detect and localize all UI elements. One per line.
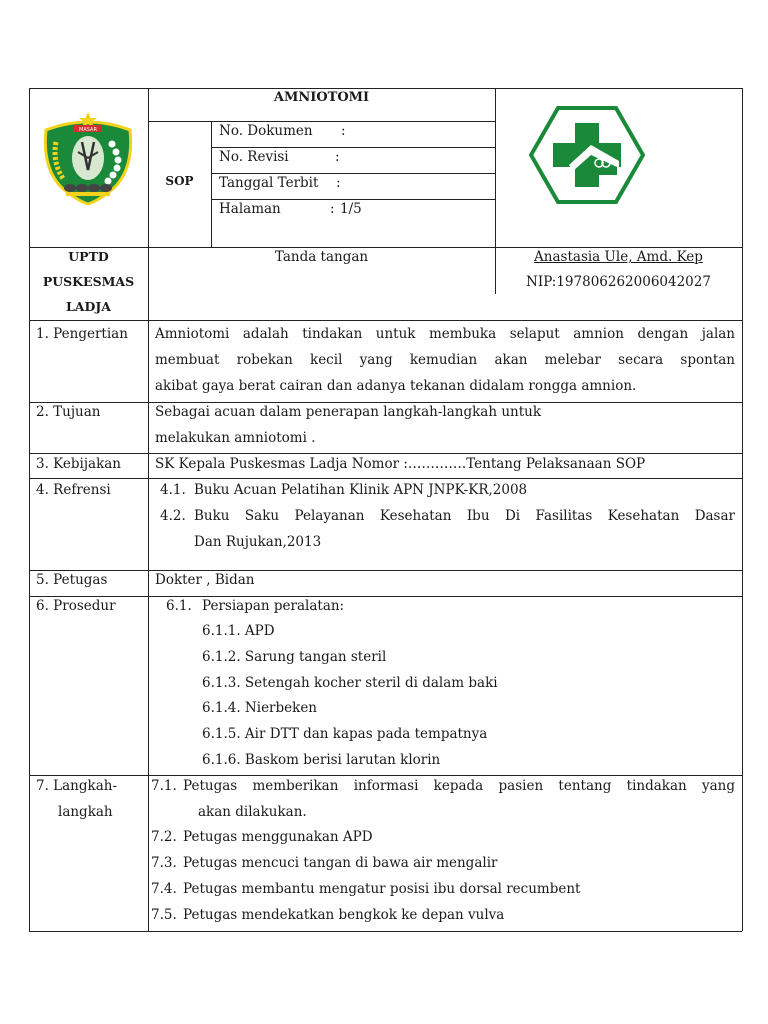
prosedur-item: 6.1.3. Setengah kocher steril di dalam baki [202, 675, 498, 691]
signatory-name: Anastasia Ule, Amd. Kep [534, 249, 703, 265]
langkah-item-text: akan dilakukan. [198, 804, 307, 820]
field-sep-tanggal-terbit: : [336, 175, 341, 191]
section-label-langkah-2: langkah [58, 804, 113, 820]
org-line-ladja: LADJA [66, 299, 111, 314]
section-label-kebijakan: 3. Kebijakan [36, 456, 122, 472]
langkah-item-num: 7.2. [151, 829, 177, 845]
tujuan-line-2: melakukan amniotomi . [155, 430, 316, 446]
langkah-item-num: 7.5. [151, 907, 177, 923]
section-label-prosedur: 6. Prosedur [36, 598, 116, 614]
prosedur-item: 6.1.2. Sarung tangan steril [202, 649, 387, 665]
signature-row-divider [29, 320, 742, 321]
org-line-uptd: UPTD [68, 249, 109, 264]
field-label-no-dokumen: No. Dokumen [219, 123, 313, 139]
langkah-item-num: 7.4. [151, 881, 177, 897]
field-label-no-revisi: No. Revisi [219, 149, 289, 165]
prosedur-heading-num: 6.1. [166, 598, 192, 614]
sop-label: SOP [165, 174, 194, 188]
section-label-pengertian: 1. Pengertian [36, 326, 128, 342]
langkah-item-num: 7.1. [151, 778, 177, 794]
field-label-tanggal-terbit: Tanggal Terbit [219, 175, 319, 191]
section-label-referensi: 4. Refrensi [36, 482, 111, 498]
col-divider-main [148, 88, 149, 931]
prosedur-item: 6.1.6. Baskom berisi larutan klorin [202, 752, 441, 768]
referensi-item-num: 4.1. [160, 482, 186, 498]
pengertian-line-3: akibat gaya berat cairan dan adanya tekanan didalam rongga amnion. [155, 378, 637, 394]
org-line-puskesmas: PUSKESMAS [42, 274, 135, 289]
referensi-item-text: Buku Acuan Pelatihan Klinik APN JNPK-KR,2008 [194, 482, 528, 498]
prosedur-item: 6.1.4. Nierbeken [202, 700, 318, 716]
section-label-tujuan: 2. Tujuan [36, 404, 101, 420]
petugas-text: Dokter , Bidan [155, 572, 255, 588]
langkah-item-text: Petugas menggunakan APD [183, 829, 373, 845]
tujuan-line-1: Sebagai acuan dalam penerapan langkah-langkah untuk [155, 404, 542, 420]
referensi-item-text: Dan Rujukan,2013 [194, 534, 322, 550]
row-divider-referensi [29, 478, 742, 479]
referensi-item-text: Buku Saku Pelayanan Kesehatan Ibu Di Fasilitas Kesehatan Dasar [194, 508, 735, 524]
field-sep-no-revisi: : [335, 149, 340, 165]
signatory-nip: NIP:197806262006042027 [526, 274, 711, 290]
signature-label: Tanda tangan [274, 249, 369, 265]
document-title: AMNIOTOMI [273, 90, 370, 105]
table-border-left [29, 88, 30, 931]
langkah-item-num: 7.3. [151, 855, 177, 871]
langkah-item-text: Petugas memberikan informasi kepada pasien tentang tindakan yang [183, 778, 735, 794]
prosedur-heading: Persiapan peralatan: [202, 598, 345, 614]
row-divider-petugas [29, 570, 742, 571]
table-border-bottom [29, 931, 742, 932]
prosedur-item: 6.1.5. Air DTT dan kapas pada tempatnya [202, 726, 488, 742]
kebijakan-text: SK Kepala Puskesmas Ladja Nomor :………….Tentang Pelaksanaan SOP [155, 456, 646, 472]
sop-field-divider [211, 121, 212, 247]
row-divider-langkah [29, 775, 742, 776]
row-divider-kebijakan [29, 453, 742, 454]
table-border-right [742, 88, 743, 931]
pengertian-line-2: membuat robekan kecil yang kemudian akan melebar secara spontan [155, 352, 735, 368]
prosedur-item: 6.1.1. APD [202, 623, 275, 639]
field-sep-no-dokumen: : [341, 123, 346, 139]
regency-coat-of-arms-logo [38, 108, 138, 206]
field-value-halaman: 1/5 [340, 201, 362, 217]
field-label-halaman: Halaman [219, 201, 281, 217]
puskesmas-logo [529, 105, 645, 205]
langkah-item-text: Petugas mencuci tangan di bawa air mengalir [183, 855, 498, 871]
langkah-item-text: Petugas membantu mengatur posisi ibu dorsal recumbent [183, 881, 581, 897]
logo-banner-text: MASAR [79, 127, 97, 133]
section-label-petugas: 5. Petugas [36, 572, 108, 588]
title-row-divider [148, 121, 495, 122]
pengertian-line-1: Amniotomi adalah tindakan untuk membuka selaput amnion dengan jalan [155, 326, 735, 342]
row-divider-prosedur [29, 596, 742, 597]
langkah-item-text: Petugas mendekatkan bengkok ke depan vulva [183, 907, 505, 923]
referensi-item-num: 4.2. [160, 508, 186, 524]
field-sep-halaman: : [330, 201, 335, 217]
section-label-langkah-1: 7. Langkah- [36, 778, 118, 794]
